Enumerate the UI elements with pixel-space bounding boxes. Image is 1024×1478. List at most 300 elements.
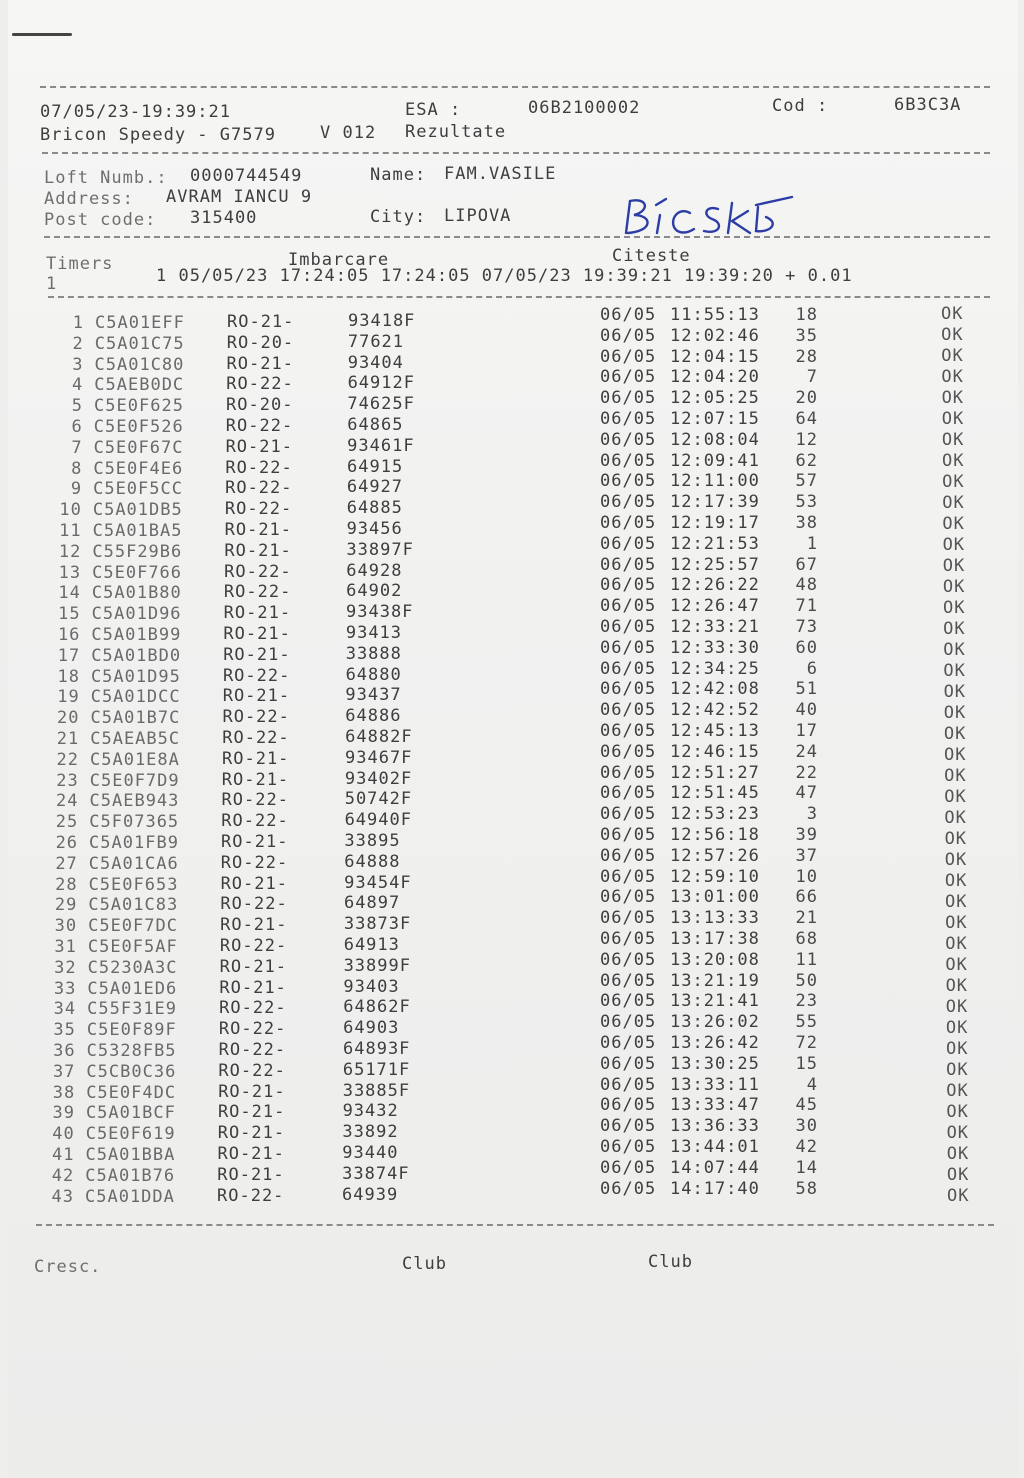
result-ring-number: 64902 xyxy=(346,581,403,602)
result-ring-prefix: RO-21- xyxy=(221,832,289,852)
result-status: OK xyxy=(944,807,967,828)
header-version: V 012 xyxy=(320,123,377,143)
result-no: 21 xyxy=(56,729,80,749)
result-chip-id: C5230A3C xyxy=(87,957,178,978)
loft-label: Loft Numb.: xyxy=(44,168,168,188)
result-ring-prefix: RO-22- xyxy=(222,707,290,728)
result-ring-number: 33874F xyxy=(342,1163,410,1184)
result-ring-number: 64897 xyxy=(344,893,401,914)
result-row xyxy=(0,533,1000,564)
result-no: 27 xyxy=(55,853,78,874)
result-no: 36 xyxy=(53,1041,76,1061)
result-ring-number: 33895 xyxy=(344,831,401,851)
result-position: 64 xyxy=(795,409,818,429)
result-status: OK xyxy=(943,618,966,639)
result-ring-number: 64927 xyxy=(346,477,404,498)
result-date: 06/05 xyxy=(600,783,657,804)
result-chip-id: C55F29B6 xyxy=(92,541,183,562)
divider-header xyxy=(42,152,990,154)
result-status: OK xyxy=(941,366,964,387)
result-ring-number: 93418F xyxy=(348,311,416,331)
result-ring-prefix: RO-22- xyxy=(219,936,288,956)
result-ring-number: 65171F xyxy=(342,1059,411,1080)
result-position: 7 xyxy=(806,367,818,388)
result-position: 20 xyxy=(795,388,818,409)
result-ring-number: 64940F xyxy=(344,810,412,831)
result-position: 6 xyxy=(806,658,818,679)
result-status: OK xyxy=(942,513,965,534)
result-status: OK xyxy=(943,597,966,618)
result-date: 06/05 xyxy=(600,845,657,866)
name-label: Name: xyxy=(370,165,427,185)
result-chip-id: C5E0F4E6 xyxy=(93,458,184,479)
result-date: 06/05 xyxy=(600,679,657,700)
result-ring-number: 93438F xyxy=(346,602,414,623)
result-date: 06/05 xyxy=(600,658,657,679)
result-ring-prefix: RO-21- xyxy=(224,520,293,540)
result-ring-prefix: RO-21- xyxy=(223,624,291,644)
result-no: 2 xyxy=(72,333,84,354)
result-row xyxy=(0,762,1000,793)
result-row xyxy=(0,596,1000,626)
result-ring-number: 64893F xyxy=(343,1039,411,1059)
result-chip-id: C5A01B7C xyxy=(90,708,181,729)
result-ring-number: 93402F xyxy=(344,768,413,789)
result-date: 06/05 xyxy=(600,929,657,949)
result-chip-id: C5A01EFF xyxy=(95,313,185,333)
result-no: 30 xyxy=(54,916,78,937)
imbarcare-label: Imbarcare xyxy=(288,250,390,270)
result-date: 06/05 xyxy=(600,700,657,721)
result-no: 9 xyxy=(70,479,83,500)
result-date: 06/05 xyxy=(600,1095,657,1116)
result-position: 17 xyxy=(795,721,818,741)
result-no: 5 xyxy=(71,396,84,417)
result-time: 12:09:41 xyxy=(670,450,760,471)
result-no: 34 xyxy=(53,999,77,1020)
result-ring-number: 64886 xyxy=(345,706,402,727)
header-cod-value: 6B3C3A xyxy=(894,95,962,115)
header-title: Rezultate xyxy=(405,122,507,142)
result-ring-number: 64913 xyxy=(343,935,400,955)
result-ring-number: 74625F xyxy=(347,394,415,415)
result-date: 06/05 xyxy=(600,471,657,492)
result-status: OK xyxy=(946,1038,969,1059)
result-date: 06/05 xyxy=(600,1116,657,1137)
result-row xyxy=(0,741,1000,772)
result-no: 12 xyxy=(58,541,82,562)
result-no: 1 xyxy=(72,313,84,333)
result-no: 39 xyxy=(52,1103,75,1124)
result-ring-number: 93461F xyxy=(347,435,415,456)
result-position: 12 xyxy=(795,429,818,450)
timers-label: Timers xyxy=(46,254,114,274)
result-no: 38 xyxy=(52,1082,76,1103)
result-ring-prefix: RO-21- xyxy=(223,603,292,624)
result-no: 32 xyxy=(54,957,77,978)
result-chip-id: C5E0F4DC xyxy=(86,1082,177,1103)
result-time: 12:53:23 xyxy=(670,804,760,825)
result-date: 06/05 xyxy=(600,388,657,409)
result-ring-number: 33888 xyxy=(345,643,402,664)
result-row xyxy=(0,825,1000,855)
result-time: 12:42:52 xyxy=(670,700,760,721)
result-ring-prefix: RO-22- xyxy=(218,1019,287,1040)
header-cod-label: Cod : xyxy=(772,96,829,116)
result-ring-number: 64915 xyxy=(347,456,404,477)
result-date: 06/05 xyxy=(600,429,657,450)
footer-cresc: Cresc. xyxy=(34,1257,102,1277)
result-status: OK xyxy=(944,786,967,807)
result-time: 13:30:25 xyxy=(670,1053,760,1074)
result-time: 12:51:45 xyxy=(670,783,760,804)
result-row xyxy=(0,325,1000,356)
result-status: OK xyxy=(942,492,965,513)
result-chip-id: C5A01B99 xyxy=(91,625,182,645)
result-time: 13:33:11 xyxy=(670,1074,760,1095)
result-date: 06/05 xyxy=(600,887,657,908)
result-status: OK xyxy=(945,975,969,996)
result-time: 14:07:44 xyxy=(670,1157,760,1178)
result-status: OK xyxy=(941,387,965,408)
result-row xyxy=(0,1178,1000,1209)
result-no: 22 xyxy=(56,749,79,770)
result-date: 06/05 xyxy=(600,1053,657,1074)
result-chip-id: C5CB0C36 xyxy=(86,1061,177,1082)
result-position: 1 xyxy=(806,533,818,554)
result-time: 12:42:08 xyxy=(670,679,760,700)
result-ring-number: 93437 xyxy=(345,685,402,706)
result-no: 24 xyxy=(56,791,79,812)
result-row xyxy=(0,1137,1000,1167)
result-no: 11 xyxy=(59,521,82,541)
result-position: 72 xyxy=(795,1033,818,1053)
result-status: OK xyxy=(943,681,967,702)
result-date: 06/05 xyxy=(600,970,657,991)
result-time: 12:34:25 xyxy=(670,658,760,679)
result-ring-number: 93456 xyxy=(346,519,403,539)
result-ring-prefix: RO-20- xyxy=(226,332,295,353)
result-status: OK xyxy=(944,765,967,786)
result-chip-id: C5A01ED6 xyxy=(87,978,178,999)
result-date: 06/05 xyxy=(600,1157,657,1178)
result-date: 06/05 xyxy=(600,305,657,325)
timers-values: 1 05/05/23 17:24:05 17:24:05 07/05/23 19:39:21 19:39:20 + 0.01 xyxy=(156,266,853,286)
result-chip-id: C5AEAB5C xyxy=(90,729,181,749)
result-ring-number: 33885F xyxy=(342,1080,411,1101)
result-chip-id: C5E0F619 xyxy=(85,1124,176,1145)
result-time: 12:45:13 xyxy=(670,721,760,741)
result-status: OK xyxy=(941,345,964,366)
result-chip-id: C5A01BA5 xyxy=(92,521,183,541)
timers-index: 1 xyxy=(46,274,58,294)
result-status: OK xyxy=(942,555,966,576)
result-ring-prefix: RO-21- xyxy=(223,644,291,665)
result-status: OK xyxy=(945,912,968,933)
result-ring-prefix: RO-21- xyxy=(227,312,295,332)
result-ring-prefix: RO-21- xyxy=(217,1102,286,1123)
result-ring-number: 93413 xyxy=(345,623,403,643)
result-time: 12:46:15 xyxy=(670,741,760,762)
result-time: 13:26:42 xyxy=(670,1033,760,1053)
result-no: 37 xyxy=(52,1061,76,1082)
result-row xyxy=(0,513,1000,543)
result-chip-id: C5A01B76 xyxy=(85,1165,176,1186)
result-ring-number: 64888 xyxy=(344,851,401,872)
result-time: 12:19:17 xyxy=(670,513,760,533)
result-time: 13:01:00 xyxy=(670,887,760,908)
result-date: 06/05 xyxy=(600,825,657,845)
result-row xyxy=(0,721,1000,751)
result-row xyxy=(0,783,1000,813)
result-no: 8 xyxy=(71,458,83,479)
result-ring-number: 50742F xyxy=(344,789,413,810)
result-ring-number: 64912F xyxy=(347,373,415,394)
result-time: 12:59:10 xyxy=(670,866,760,887)
result-position: 10 xyxy=(795,866,818,887)
result-time: 13:21:41 xyxy=(670,991,760,1012)
result-time: 12:57:26 xyxy=(670,845,760,866)
result-row xyxy=(0,304,1000,335)
result-date: 06/05 xyxy=(600,908,657,929)
result-date: 06/05 xyxy=(600,1074,657,1095)
result-row xyxy=(0,700,1000,730)
result-date: 06/05 xyxy=(600,804,657,825)
result-row xyxy=(0,908,1000,938)
result-row xyxy=(0,1157,1000,1188)
result-date: 06/05 xyxy=(600,741,657,762)
result-status: OK xyxy=(945,933,968,954)
result-ring-prefix: RO-21- xyxy=(218,1081,286,1102)
result-status: OK xyxy=(946,1059,969,1080)
result-chip-id: C5A01BD0 xyxy=(91,645,182,666)
result-time: 12:51:27 xyxy=(670,762,760,783)
result-no: 19 xyxy=(57,687,80,708)
result-position: 42 xyxy=(795,1137,818,1157)
result-date: 06/05 xyxy=(600,866,657,887)
result-ring-prefix: RO-21- xyxy=(221,769,290,790)
result-chip-id: C5A01C75 xyxy=(94,333,185,354)
result-status: OK xyxy=(944,744,967,765)
result-ring-prefix: RO-21- xyxy=(220,873,288,894)
result-ring-prefix: RO-21- xyxy=(222,686,291,707)
result-ring-prefix: RO-22- xyxy=(225,416,294,436)
result-date: 06/05 xyxy=(600,762,657,783)
result-row xyxy=(0,492,1000,522)
result-time: 12:26:47 xyxy=(670,596,760,617)
result-status: OK xyxy=(941,325,964,345)
result-time: 12:21:53 xyxy=(670,533,760,554)
result-date: 06/05 xyxy=(600,325,657,346)
result-ring-prefix: RO-22- xyxy=(219,998,287,1019)
result-no: 29 xyxy=(54,895,78,916)
result-ring-prefix: RO-22- xyxy=(218,1060,286,1081)
result-no: 43 xyxy=(51,1186,74,1207)
result-chip-id: C5A01DDA xyxy=(85,1186,175,1207)
result-chip-id: C5A01C80 xyxy=(94,354,185,375)
result-status: OK xyxy=(942,576,966,597)
result-row xyxy=(0,617,1000,647)
result-no: 4 xyxy=(72,375,84,396)
result-date: 06/05 xyxy=(600,1137,657,1157)
result-ring-number: 77621 xyxy=(347,331,405,352)
result-position: 24 xyxy=(795,741,818,762)
result-time: 13:33:47 xyxy=(670,1095,760,1116)
result-position: 47 xyxy=(795,783,818,804)
result-row xyxy=(0,845,1000,876)
result-position: 51 xyxy=(795,679,818,700)
header-system: Bricon Speedy - G7579 xyxy=(40,125,276,145)
result-status: OK xyxy=(946,1143,970,1164)
result-position: 40 xyxy=(795,700,818,721)
result-row xyxy=(0,1033,1000,1063)
result-time: 13:26:02 xyxy=(670,1012,760,1033)
result-ring-number: 64885 xyxy=(346,498,403,519)
result-no: 15 xyxy=(58,604,81,625)
result-row xyxy=(0,1012,1000,1042)
result-row xyxy=(0,554,1000,585)
result-time: 13:20:08 xyxy=(670,949,760,970)
address-label: Address: xyxy=(44,189,134,209)
result-ring-number: 33892 xyxy=(342,1122,399,1143)
result-position: 30 xyxy=(795,1116,818,1137)
result-time: 12:26:22 xyxy=(670,575,760,596)
result-chip-id: C5A01D96 xyxy=(91,604,182,625)
result-row xyxy=(0,949,1000,980)
result-ring-number: 64880 xyxy=(345,664,402,685)
result-time: 13:36:33 xyxy=(670,1116,760,1137)
result-date: 06/05 xyxy=(600,492,657,513)
result-ring-number: 93467F xyxy=(345,747,413,768)
result-ring-number: 93440 xyxy=(342,1143,399,1163)
result-no: 42 xyxy=(51,1165,75,1186)
result-no: 6 xyxy=(71,417,83,437)
result-chip-id: C5E0F7DC xyxy=(88,916,178,937)
result-ring-prefix: RO-21- xyxy=(219,956,288,977)
result-position: 37 xyxy=(795,845,818,866)
result-ring-prefix: RO-22- xyxy=(221,790,289,811)
result-date: 06/05 xyxy=(600,617,657,637)
header-esa-label: ESA : xyxy=(405,100,462,120)
result-position: 39 xyxy=(795,825,818,845)
result-status: OK xyxy=(945,954,968,975)
divider-loft xyxy=(44,236,990,238)
result-row xyxy=(0,970,1000,1001)
result-status: OK xyxy=(941,408,965,429)
result-position: 14 xyxy=(795,1157,818,1178)
result-ring-number: 64928 xyxy=(346,560,403,581)
result-position: 11 xyxy=(795,949,818,970)
result-status: OK xyxy=(944,870,968,891)
result-row xyxy=(0,1053,1000,1084)
result-position: 48 xyxy=(795,575,818,596)
result-position: 50 xyxy=(795,970,818,991)
result-status: OK xyxy=(946,1080,969,1101)
result-row xyxy=(0,1074,1000,1105)
result-ring-prefix: RO-22- xyxy=(226,374,294,395)
result-row xyxy=(0,345,1000,377)
result-chip-id: C5A01CA6 xyxy=(88,853,179,874)
divider-top xyxy=(40,86,990,88)
divider-bottom xyxy=(36,1224,994,1226)
result-position: 28 xyxy=(795,346,818,367)
pen-mark xyxy=(12,33,72,36)
result-status: OK xyxy=(946,1164,970,1185)
result-row xyxy=(0,1116,1000,1146)
result-row xyxy=(0,887,1000,917)
result-ring-prefix: RO-22- xyxy=(222,665,291,686)
result-ring-number: 64862F xyxy=(343,997,411,1018)
result-time: 12:11:00 xyxy=(670,471,760,492)
citeste-label: Citeste xyxy=(612,246,691,266)
result-ring-prefix: RO-22- xyxy=(222,728,290,748)
result-no: 17 xyxy=(57,645,81,666)
result-time: 13:44:01 xyxy=(670,1137,760,1157)
result-status: OK xyxy=(946,1101,969,1122)
result-date: 06/05 xyxy=(600,450,657,471)
name-value: FAM.VASILE xyxy=(444,164,557,184)
result-chip-id: C5E0F89F xyxy=(86,1020,177,1041)
result-time: 13:17:38 xyxy=(670,929,760,949)
handwritten-note xyxy=(620,193,800,239)
result-row xyxy=(0,366,1000,397)
divider-timers xyxy=(48,296,990,298)
result-row xyxy=(0,679,1000,709)
result-position: 3 xyxy=(806,804,818,825)
result-chip-id: C5E0F625 xyxy=(94,396,184,417)
result-time: 12:33:30 xyxy=(670,637,760,658)
result-date: 06/05 xyxy=(600,409,657,429)
result-ring-number: 64865 xyxy=(347,415,404,435)
result-status: OK xyxy=(943,639,966,660)
result-position: 58 xyxy=(795,1178,818,1199)
result-no: 14 xyxy=(58,583,81,604)
result-date: 06/05 xyxy=(600,949,657,970)
result-ring-prefix: RO-21- xyxy=(217,1164,285,1185)
result-no: 7 xyxy=(71,437,83,458)
result-chip-id: C5E0F526 xyxy=(93,417,184,437)
header-esa-value: 06B2100002 xyxy=(528,98,641,118)
result-ring-number: 93454F xyxy=(344,872,412,893)
result-time: 13:13:33 xyxy=(670,908,760,929)
result-no: 41 xyxy=(51,1145,75,1165)
result-no: 40 xyxy=(52,1124,75,1145)
result-date: 06/05 xyxy=(600,1012,657,1033)
result-no: 18 xyxy=(57,666,80,687)
result-ring-prefix: RO-21- xyxy=(220,915,288,936)
result-time: 12:04:20 xyxy=(670,367,760,388)
result-position: 4 xyxy=(806,1074,818,1095)
result-chip-id: C5E0F7D9 xyxy=(89,770,180,791)
result-row xyxy=(0,429,1000,460)
result-position: 71 xyxy=(795,596,818,617)
post-code-value: 315400 xyxy=(190,208,258,228)
result-time: 12:33:21 xyxy=(670,617,760,637)
result-status: OK xyxy=(945,996,969,1017)
result-chip-id: C5A01E8A xyxy=(90,749,180,770)
result-no: 28 xyxy=(55,874,78,895)
result-position: 38 xyxy=(795,513,818,533)
result-ring-number: 64903 xyxy=(343,1018,400,1039)
result-chip-id: C5A01BCF xyxy=(85,1103,176,1124)
result-chip-id: C5A01BBA xyxy=(85,1145,176,1165)
result-date: 06/05 xyxy=(600,554,657,575)
result-no: 23 xyxy=(56,770,79,791)
result-position: 23 xyxy=(795,991,818,1012)
loft-value: 0000744549 xyxy=(190,166,303,186)
result-chip-id: C5E0F5CC xyxy=(93,479,183,500)
footer-club-1: Club xyxy=(402,1254,447,1274)
